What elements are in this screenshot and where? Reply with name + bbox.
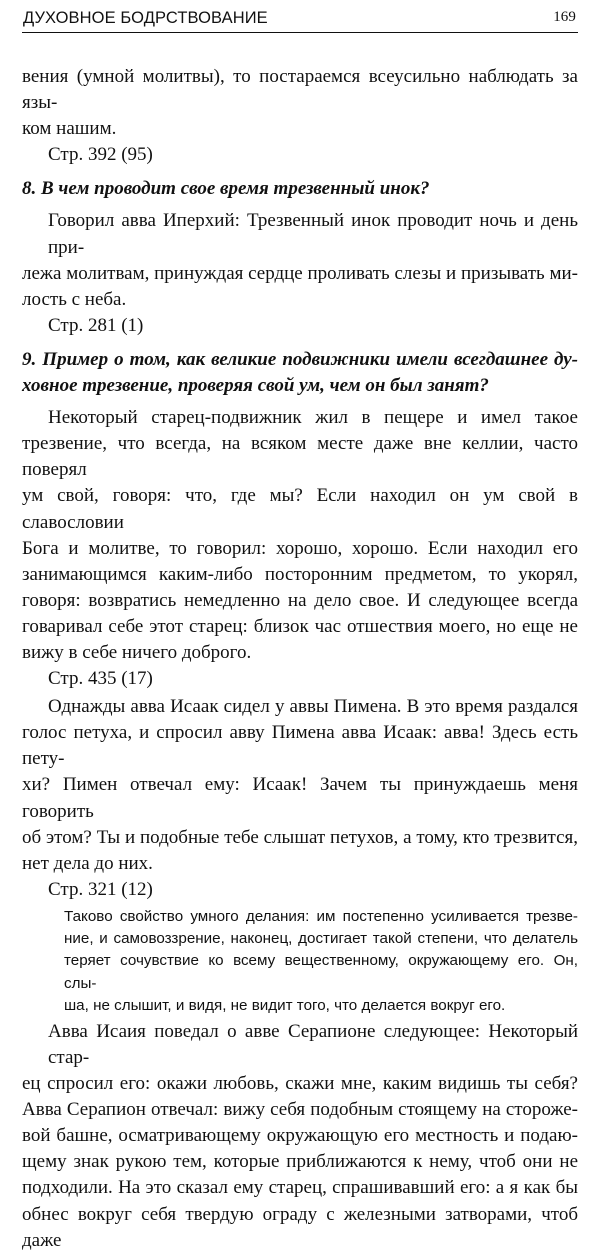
text-line: лежа молитвам, принуждая сердце проливать слезы и призывать ми- (22, 262, 578, 284)
text-line: об этом? Ты и подобные тебе слышат петухов, а тому, кто трезвится, (22, 826, 578, 848)
text-line: ец спросил его: окажи любовь, скажи мне, каким видишь ты себя? (22, 1073, 578, 1095)
commentary-line: ние, и самовоззрение, наконец, достигает такой степени, что делатель (64, 930, 578, 948)
text-line: вения (умной молитвы), то постараемся всеусильно наблюдать за язы- (22, 66, 578, 114)
commentary-line: Таково свойство умного делания: им постепенно усиливается трезве- (64, 907, 578, 925)
source-reference: Стр. 435 (17) (48, 668, 153, 690)
commentary-block (22, 906, 578, 1017)
page-body (22, 64, 578, 1254)
text-line: занимающимся каким-либо посторонним предметом, то укорял, (22, 563, 578, 585)
source-reference: Стр. 321 (12) (48, 878, 153, 900)
source-reference: Стр. 281 (1) (48, 314, 144, 336)
paragraph-elder-cave (22, 405, 578, 666)
text-line: Однажды авва Исаак сидел у аввы Пимена. В это время раздался (48, 696, 578, 718)
text-line: Говорил авва Иперхий: Трезвенный инок проводит ночь и день при- (48, 210, 578, 258)
running-header (22, 6, 578, 33)
text-line: говаривал себе этот старец: близок час отшествия моего, но еще не (22, 615, 578, 637)
text-line: говоря: возвратись немедленно на дело свое. И следующее всегда (22, 589, 578, 611)
text-line: ком нашим. (22, 118, 117, 140)
text-line: хи? Пимен отвечал ему: Исаак! Зачем ты принуждаешь меня говорить (22, 774, 578, 822)
text-line: голос петуха, и спросил авву Пимена авва Исаак: авва! Здесь есть пету- (22, 722, 578, 770)
text-line: вой башне, осматривающему окружающую его местность и подаю- (22, 1125, 578, 1147)
heading-line: ховное трезвение, проверяя свой ум, чем он был занят? (22, 375, 489, 397)
text-line: обнес вокруг себя твердую ограду с железными затворами, чтоб даже (22, 1203, 578, 1251)
text-line: лость с неба. (22, 288, 127, 310)
question-heading-9 (22, 347, 578, 399)
text-line: вижу в себе ничего доброго. (22, 641, 252, 663)
commentary-line: ша, не слышит, и видя, не видит того, что делается вокруг его. (64, 996, 506, 1014)
page-number: 169 (553, 9, 576, 25)
text-line: трезвение, что всегда, на всяком месте даже вне келлии, часто поверял (22, 433, 578, 481)
text-line: нет дела до них. (22, 852, 153, 874)
heading-line: 9. Пример о том, как великие подвижники имели всегдашнее ду- (22, 348, 578, 370)
running-title: ДУХОВНОЕ БОДРСТВОВАНИЕ (23, 9, 268, 27)
text-line: подходили. На это сказал ему старец, спрашивавший его: а я как бы (22, 1177, 578, 1199)
text-line: Авва Серапион отвечал: вижу себя подобным стоящему на стороже- (22, 1099, 578, 1121)
paragraph-continued (22, 64, 578, 142)
question-heading-8: 8. В чем проводит свое время трезвенный инок? (22, 178, 430, 200)
text-line: ум свой, говоря: что, где мы? Если находил он ум свой в славословии (22, 485, 578, 533)
commentary-line: теряет сочувствие ко всему вещественному, окружающему его. Он, слы- (64, 952, 578, 992)
paragraph-iperchius (22, 208, 578, 312)
text-line: щему знак рукою тем, которые приближаются к нему, чтоб они не (22, 1151, 578, 1173)
text-line: Некоторый старец-подвижник жил в пещере и имел такое (48, 407, 578, 429)
paragraph-isaac-pimen (22, 694, 578, 877)
text-line: Авва Исаия поведал о авве Серапионе следующее: Некоторый стар- (48, 1020, 578, 1069)
source-reference: Стр. 392 (95) (48, 144, 153, 166)
paragraph-serapion (22, 1019, 578, 1254)
text-line: Бога и молитве, то говорил: хорошо, хорошо. Если находил его (22, 537, 578, 559)
